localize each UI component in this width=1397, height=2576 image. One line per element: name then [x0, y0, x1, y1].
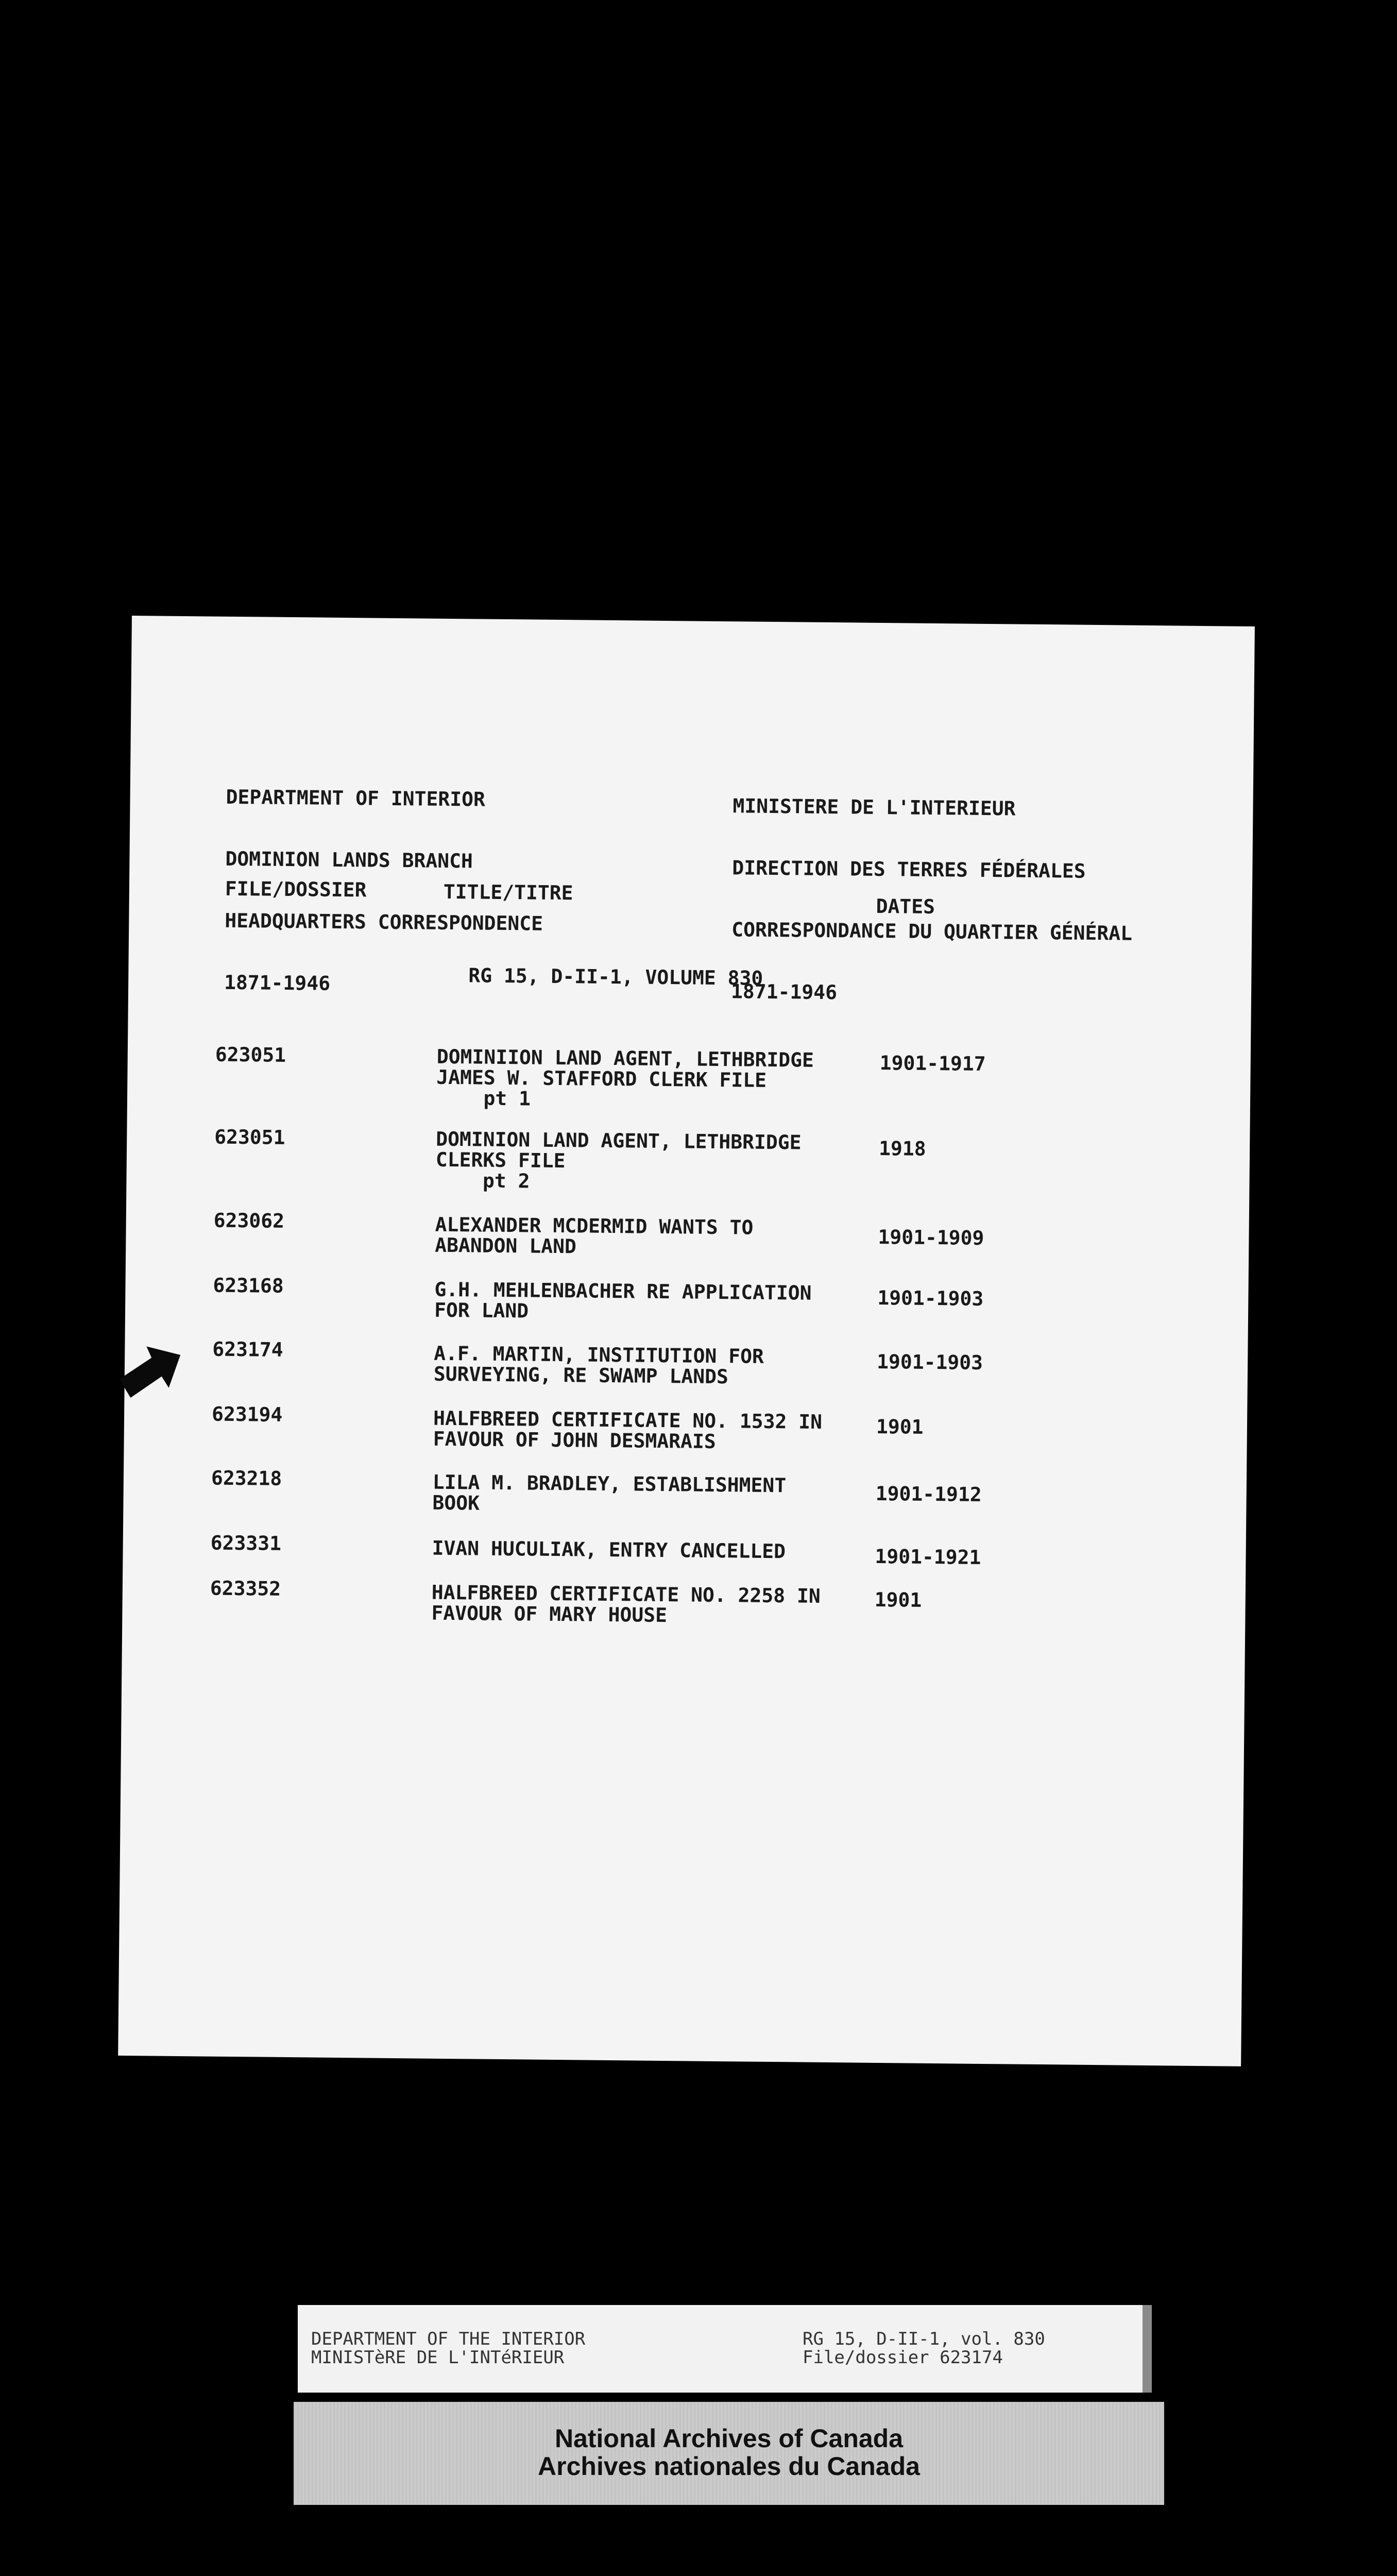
row-file-number: 623218: [211, 1466, 282, 1490]
row-file-number: 623062: [213, 1209, 285, 1232]
row-title: [436, 1046, 814, 1112]
row-file-number: 623352: [210, 1577, 281, 1600]
row-title: [432, 1472, 786, 1517]
row-title-line: FAVOUR OF MARY HOUSE: [431, 1601, 668, 1627]
row-file-number: 623194: [211, 1402, 283, 1426]
header-line: MINISTERE DE L'INTERIEUR: [732, 794, 1016, 820]
row-file-number: 623051: [214, 1125, 285, 1149]
row-file-number: 623331: [210, 1531, 282, 1555]
archives-name-english: National Archives of Canada: [554, 2424, 904, 2453]
row-file-number: 623174: [212, 1337, 283, 1361]
row-title-line: DOMINIION LAND AGENT, LETHBRIDGE: [436, 1045, 814, 1072]
row-dates: 1918: [878, 1137, 926, 1160]
row-title-line: HALFBREED CERTIFICATE NO. 1532 IN: [433, 1406, 823, 1433]
row-dates: 1901-1903: [876, 1350, 983, 1374]
row-title-line: FOR LAND: [434, 1298, 529, 1323]
volume-heading: RG 15, D-II-1, VOLUME 830: [468, 964, 763, 990]
row-title-line: pt 2: [435, 1168, 530, 1193]
row-title-line: ABANDON LAND: [435, 1233, 577, 1258]
row-title-line: pt 1: [436, 1086, 531, 1110]
header-line: DEPARTMENT OF INTERIOR: [226, 785, 486, 811]
column-header-file: FILE/DOSSIER: [225, 877, 367, 902]
archives-name-french: Archives nationales du Canada: [538, 2452, 920, 2481]
row-dates: 1901-1909: [878, 1225, 984, 1249]
row-title-line: A.F. MARTIN, INSTITUTION FOR: [434, 1342, 764, 1368]
reference-line: DEPARTMENT OF THE INTERIOR: [311, 2329, 586, 2349]
reference-line: RG 15, D-II-1, vol. 830: [803, 2329, 1045, 2349]
row-title-line: BOOK: [432, 1491, 480, 1515]
reference-line: MINISTèRE DE L'INTéRIEUR: [311, 2347, 565, 2368]
row-title: [431, 1582, 821, 1627]
header-line: DIRECTION DES TERRES FÉDÉRALES: [732, 856, 1086, 883]
reference-label: [298, 2305, 1152, 2393]
row-file-number: 623168: [213, 1274, 284, 1297]
row-title-line: LILA M. BRADLEY, ESTABLISHMENT: [432, 1470, 787, 1497]
row-title-line: HALFBREED CERTIFICATE NO. 2258 IN: [431, 1581, 821, 1607]
row-title-line: SURVEYING, RE SWAMP LANDS: [433, 1362, 729, 1388]
row-title: [435, 1129, 801, 1194]
header-line: CORRESPONDANCE DU QUARTIER GÉNÉRAL: [731, 918, 1133, 945]
row-title-line: IVAN HUCULIAK, ENTRY CANCELLED: [432, 1536, 786, 1563]
row-title: [433, 1408, 822, 1453]
row-title: [435, 1214, 753, 1259]
row-title-line: G.H. MEHLENBACHER RE APPLICATION: [434, 1278, 812, 1304]
row-dates: 1901: [874, 1588, 922, 1612]
row-dates: 1901: [876, 1415, 924, 1438]
header-line: DOMINION LANDS BRANCH: [225, 847, 473, 873]
pointer-arrow-icon: [119, 1343, 181, 1400]
header-line: HEADQUARTERS CORRESPONDENCE: [225, 909, 543, 935]
row-title-line: FAVOUR OF JOHN DESMARAIS: [433, 1427, 716, 1453]
row-title-line: JAMES W. STAFFORD CLERK FILE: [436, 1065, 767, 1092]
header-line: 1871-1946: [224, 971, 331, 995]
row-dates: 1901-1912: [875, 1482, 982, 1506]
row-title-line: CLERKS FILE: [435, 1148, 566, 1173]
reference-department: [311, 2330, 585, 2367]
row-title: [432, 1538, 786, 1562]
header-line: 1871-1946: [730, 980, 838, 1004]
row-title-line: ALEXANDER MCDERMID WANTS TO: [435, 1213, 754, 1239]
column-header-title: TITLE/TITRE: [443, 880, 573, 905]
column-header-dates: DATES: [876, 894, 935, 918]
row-title: [434, 1279, 812, 1324]
row-dates: 1901-1921: [875, 1545, 981, 1569]
document-page: [118, 616, 1255, 2066]
row-title: [434, 1343, 764, 1387]
row-title-line: DOMINION LAND AGENT, LETHBRIDGE: [436, 1127, 802, 1154]
row-dates: 1901-1903: [877, 1286, 984, 1310]
row-file-number: 623051: [215, 1043, 286, 1066]
reference-line: File/dossier 623174: [803, 2347, 1003, 2368]
archives-banner: [294, 2402, 1164, 2505]
row-dates: 1901-1917: [879, 1051, 986, 1075]
reference-file: [803, 2330, 1045, 2367]
